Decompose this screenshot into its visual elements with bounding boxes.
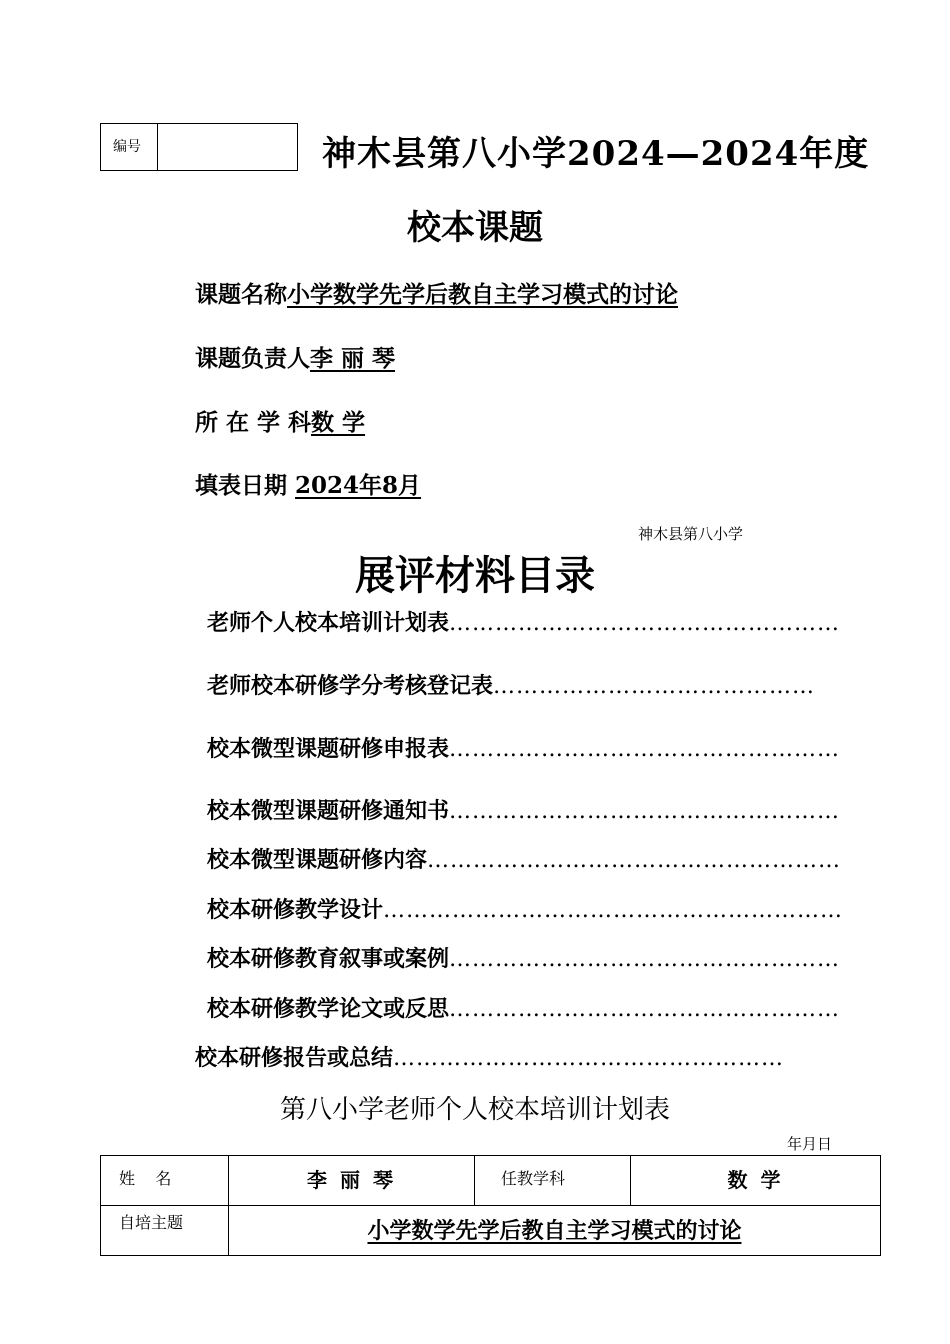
name-label: 姓 名: [101, 1156, 229, 1206]
plan-title: 第八小学老师个人校本培训计划表: [279, 1095, 670, 1125]
table-row: [101, 1206, 881, 1256]
theme-value-cell: [229, 1206, 881, 1256]
toc-item-text: 校本研修教育叙事或案例: [207, 946, 450, 972]
toc-item: [207, 992, 840, 1023]
toc-item-text: 校本研修报告或总结: [195, 1045, 394, 1071]
doc-title-line1: 神木县第八小学2024—2024年度: [322, 134, 870, 174]
theme-value: 小学数学先学后教自主学习模式的讨论: [367, 1219, 742, 1244]
toc-item: [207, 843, 841, 874]
field-topic-name: [195, 276, 678, 309]
field-value: 李 丽 琴: [310, 345, 396, 372]
theme-label: 自培主题: [101, 1206, 229, 1256]
toc-item-text: 老师校本研修学分考核登记表: [207, 673, 494, 699]
school-name-small: 神木县第八小学: [638, 525, 744, 543]
toc-title: 展评材料目录: [355, 553, 595, 599]
toc-item-dots: ……………………………………………: [449, 947, 841, 972]
id-number-box: [100, 123, 298, 171]
toc-item: [207, 794, 840, 825]
toc-item: [207, 732, 840, 763]
subject-value: 数 学: [631, 1156, 881, 1206]
toc-item-dots: ……………………………………………: [393, 1046, 785, 1071]
training-plan-table: [100, 1155, 881, 1256]
toc-item-dots: ………………………………………………: [427, 848, 842, 873]
field-label: 课题名称: [195, 281, 287, 308]
id-number-value: [158, 124, 297, 170]
toc-item-text: 校本微型课题研修申报表: [207, 736, 450, 762]
toc-item-text: 校本微型课题研修内容: [207, 847, 428, 873]
toc-item: [207, 893, 843, 924]
plan-date-label: 年月日: [787, 1135, 833, 1153]
field-label: 所 在 学 科: [195, 409, 312, 436]
toc-item: [207, 942, 840, 973]
toc-item-dots: ……………………………………………………: [383, 898, 844, 923]
field-subject: [195, 404, 365, 437]
field-value: 小学数学先学后教自主学习模式的讨论: [287, 281, 678, 308]
name-value: 李 丽 琴: [229, 1156, 475, 1206]
field-value: 数 学: [311, 409, 366, 436]
field-value: 2024年8月: [295, 472, 422, 499]
toc-item-dots: ……………………………………………: [449, 799, 841, 824]
field-label: 课题负责人: [195, 345, 310, 372]
toc-item-dots: ……………………………………………: [449, 997, 841, 1022]
field-topic-leader: [195, 340, 395, 373]
subject-label: 任教学科: [475, 1156, 631, 1206]
id-number-label: 编号: [101, 124, 158, 170]
field-label: 填表日期: [195, 472, 296, 499]
toc-item-dots: ……………………………………………: [449, 737, 841, 762]
doc-title-line2: 校本课题: [407, 208, 543, 248]
toc-item-dots: ……………………………………: [493, 674, 816, 699]
toc-item: [207, 669, 815, 700]
field-fill-date: [195, 467, 421, 500]
toc-item: [195, 1041, 784, 1072]
toc-item: [207, 606, 840, 637]
table-row: [101, 1156, 881, 1206]
toc-item-text: 校本微型课题研修通知书: [207, 798, 450, 824]
toc-item-text: 校本研修教学设计: [207, 897, 384, 923]
toc-item-text: 校本研修教学论文或反思: [207, 996, 450, 1022]
toc-item-dots: ……………………………………………: [449, 611, 841, 636]
toc-item-text: 老师个人校本培训计划表: [207, 610, 450, 636]
